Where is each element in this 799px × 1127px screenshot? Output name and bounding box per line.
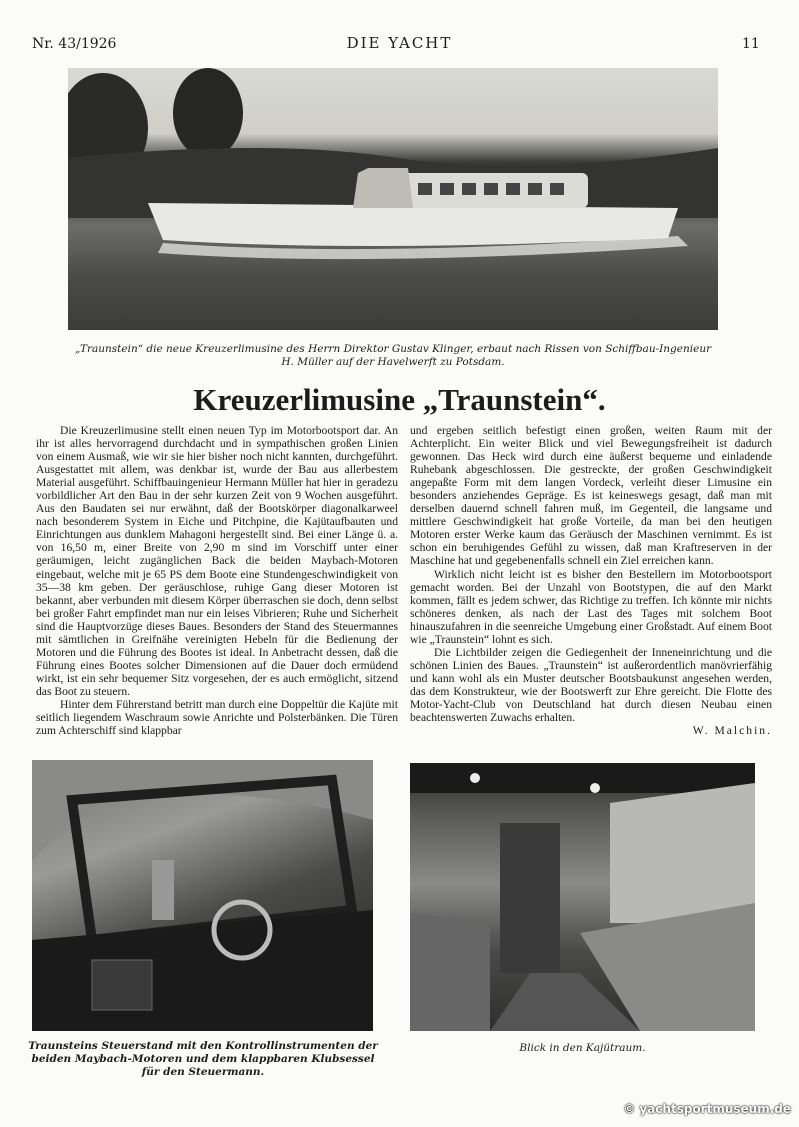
boat-illustration bbox=[68, 68, 718, 330]
helm-photo bbox=[32, 760, 373, 1031]
paragraph: Wirklich nicht leicht ist es bisher den Bestellern im Motorbootsport gemacht worden. Bei der Unzahl von Bootstypen, die auf den Markt kommen, fällt es jedem schwer, das Richtige zu treffen. Ich könnte mir nichts schöneres denken, als nach der Last des Tages mit solchem Boot hinauszufahren in die seenreiche Umgebung einer Großstadt. Auf einem Boot wie „Traunstein“ lohnt es sich. bbox=[410, 567, 772, 646]
top-photo-caption: „Traunstein“ die neue Kreuzerlimusine des Herrn Direktor Gustav Klinger, erbaut nach Rissen von Schiffbau-Ingenieur H. Müller auf der Havelwerft zu Potsdam. bbox=[74, 343, 712, 368]
paragraph: Die Kreuzerlimusine stellt einen neuen Typ im Motorbootsport dar. An ihr ist alles hervorragend durchdacht und in sympathischen großen Linien von einem Ausmaß, wie wir sie hier bisher noch nicht kannten, durchgeführt. Ausgestattet mit allem, was denkbar ist, wurde der Bau aus allerbestem Material ausgeführt. Schiffbauingenieur Hermann Müller hat hier in geradezu vorbildlicher Art den Bau in der sehr kurzen Zeit von 9 Wochen ausgeführt. Aus den Baudaten sei nur erwähnt, daß der Bootskörper diagonalkarweel nach besonderem System in Eiche und Pitchpine, die Kajütaufbauten und Einrichtungen aus dunklem Mahagoni hergestellt sind. Bei einer Länge ü. a. von 16,50 m, einer Breite von 2,90 m sind im Vorschiff unter einer geräumigen, leicht zugänglichen Back die beiden Maybach-Motoren eingebaut, welche mit je 65 PS dem Boote eine Stundengeschwindigkeit von 35—38 km geben. Der geräuschlose, ruhige Gang dieser Motoren ist bekannt, aber verbunden mit diesem Körper überraschen sie doch, denn selbst bei großer Fahrt empfindet man nur ein leises Vibrieren; Ruhe und Sicherheit sind die Hauptvorzüge dieses Baues. Besonders der Stand des Steuermannes mit sämtlichen in Greifnähe vereinigten Hebeln für die Bedienung der Motoren und die Führung des Bootes ist ideal. In Anbetracht dessen, daß die Führung eines Bootes solcher Dimensionen auf die Dauer doch ermüdend wirkt, ist ein sehr bequemer Sitz vorgesehen, der es auch ermöglicht, sitzend das Boot zu steuern. bbox=[36, 424, 398, 698]
journal-title: DIE YACHT bbox=[346, 34, 453, 52]
article-column-right bbox=[410, 424, 772, 737]
helm-photo-caption: Traunsteins Steuerstand mit den Kontrollinstrumenten der beiden Maybach-Motoren und dem klappbaren Klubsessel für den Steuermann. bbox=[28, 1040, 378, 1078]
paragraph: und ergeben seitlich befestigt einen großen, weiten Raum mit der Achterplicht. Ein weiter Blick und viel Bewegungsfreiheit ist dadurch gewonnen. Das Heck wird durch eine äußerst bequeme und einladende Ruhebank abgeschlossen. Die gestreckte, der großen Geschwindigkeit angepaßte Form mit dem langen Vordeck, verleiht dieser Limusine ein besonders anziehendes Gepräge. Es ist keineswegs gesagt, daß man mit derselben dauernd schnell fahren muß, im Gegenteil, die langsame und mittlere Geschwindigkeit hat große Vorteile, da man bei den heutigen Motoren erster Werke kaum das Geräusch der Maschinen vernimmt. Es ist schon ein beruhigendes Gefühl zu wissen, daß man Kraftreserven in der Maschine hat und gegebenenfalls schnell ein Ziel erreichen kann. bbox=[410, 424, 772, 568]
helm-illustration bbox=[32, 760, 373, 1031]
boat-photo bbox=[68, 68, 718, 330]
page-number: 11 bbox=[742, 36, 760, 52]
watermark: © yachtsportmuseum.de bbox=[623, 1102, 791, 1116]
cabin-photo-caption: Blick in den Kajütraum. bbox=[519, 1042, 646, 1054]
article-title: Kreuzerlimusine „Traunstein“. bbox=[193, 382, 606, 417]
article-column-left bbox=[36, 424, 398, 737]
paragraph: Hinter dem Führerstand betritt man durch eine Doppeltür die Kajüte mit seitlich liegendem Waschraum sowie Anrichte und Polsterbänken. Die Türen zum Achterschiff sind klappbar bbox=[36, 697, 398, 738]
issue-number: Nr. 43/1926 bbox=[32, 36, 117, 52]
cabin-illustration bbox=[410, 763, 755, 1031]
paragraph: Die Lichtbilder zeigen die Gediegenheit der Inneneinrichtung und die schönen Linien des Baues. „Traunstein“ ist außerordentlich manövrierfähig und kann wohl als ein Muster deutscher Bootsbaukunst angesehen werden, das dem Konstrukteur, wie der Bootswerft zur Ehre gereicht. Die Flotte des Motor-Yacht-Club von Deutschland hat durch diesen Neubau einen beachtenswerten Zuwachs erhalten. bbox=[410, 645, 772, 725]
author: W. Malchin. bbox=[692, 724, 772, 738]
cabin-photo bbox=[410, 763, 755, 1031]
